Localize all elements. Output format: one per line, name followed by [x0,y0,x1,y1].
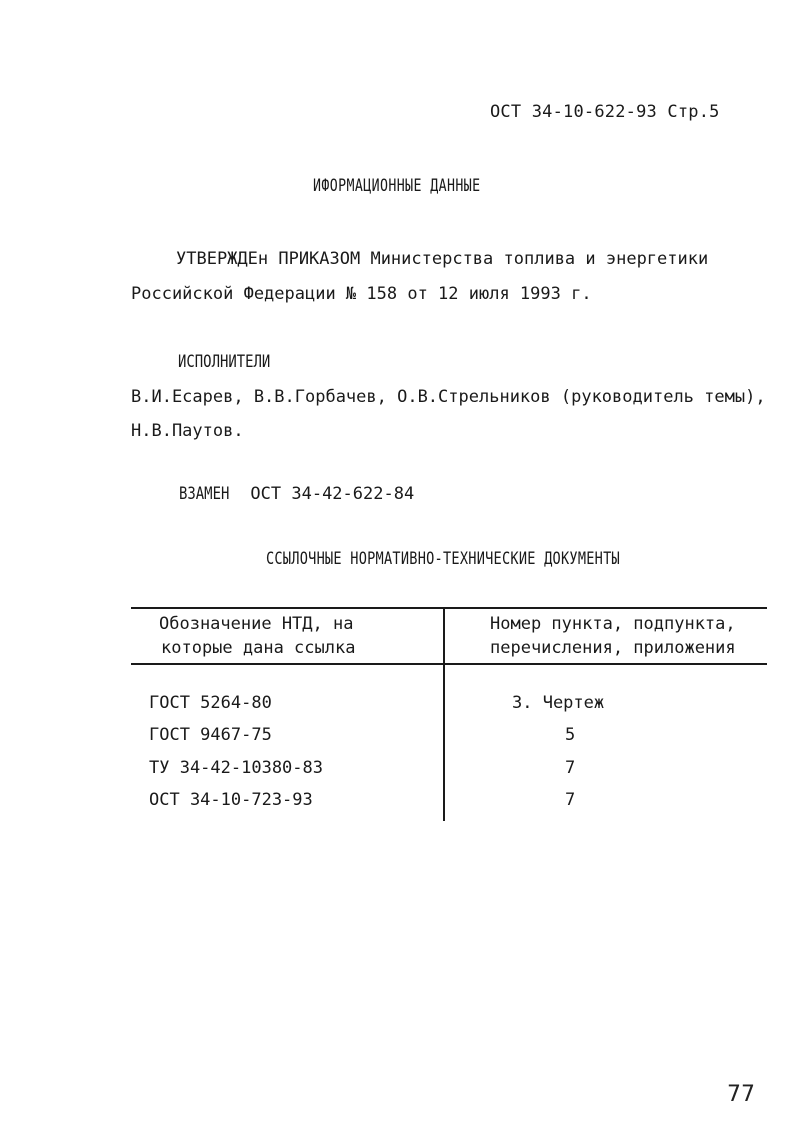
executors-heading: ИСПОЛНИТЕЛИ [178,352,271,372]
replaces-value: ОСТ 34-42-622-84 [250,484,415,504]
column-header-doc-line-2: которые дана ссылка [161,638,356,658]
replaces-line [179,484,414,504]
column-header-doc-line-1: Обозначение НТД, на [159,614,354,634]
column-header-ref-line-2: перечисления, приложения [490,638,736,658]
table-top-rule [131,607,767,609]
page-number: 77 [727,1082,755,1107]
document-header: ОСТ 34-10-622-93 Стр.5 [490,102,720,122]
executors-line-1: В.И.Есарев, В.В.Горбачев, О.В.Стрельников (руководитель темы), [131,387,766,407]
references-title: ССЫЛОЧНЫЕ НОРМАТИВНО-ТЕХНИЧЕСКИЕ ДОКУМЕНТЫ [266,549,620,569]
table-cell-doc: ГОСТ 5264-80 [149,693,272,713]
table-cell-ref: 7 [565,790,576,810]
table-cell-ref: 7 [565,758,576,778]
table-cell-doc: ТУ 34-42-10380-83 [149,758,323,778]
column-header-ref-line-1: Номер пункта, подпункта, [490,614,736,634]
table-cell-ref: 5 [565,725,576,745]
replaces-label: ВЗАМЕН [179,484,230,504]
table-header-rule [131,663,767,665]
table-cell-doc: ОСТ 34-10-723-93 [149,790,313,810]
executors-line-2: Н.В.Паутов. [131,421,244,441]
approved-line-2: Российской Федерации № 158 от 12 июля 1993 г. [131,284,592,304]
table-column-divider [443,607,445,821]
approved-line-1: УТВЕРЖДЕн ПРИКАЗОМ Министерства топлива и энергетики [176,249,709,269]
table-cell-ref: 3. Чертеж [512,693,605,713]
table-cell-doc: ГОСТ 9467-75 [149,725,272,745]
info-title: ИФОРМАЦИОННЫЕ ДАННЫЕ [313,176,481,196]
